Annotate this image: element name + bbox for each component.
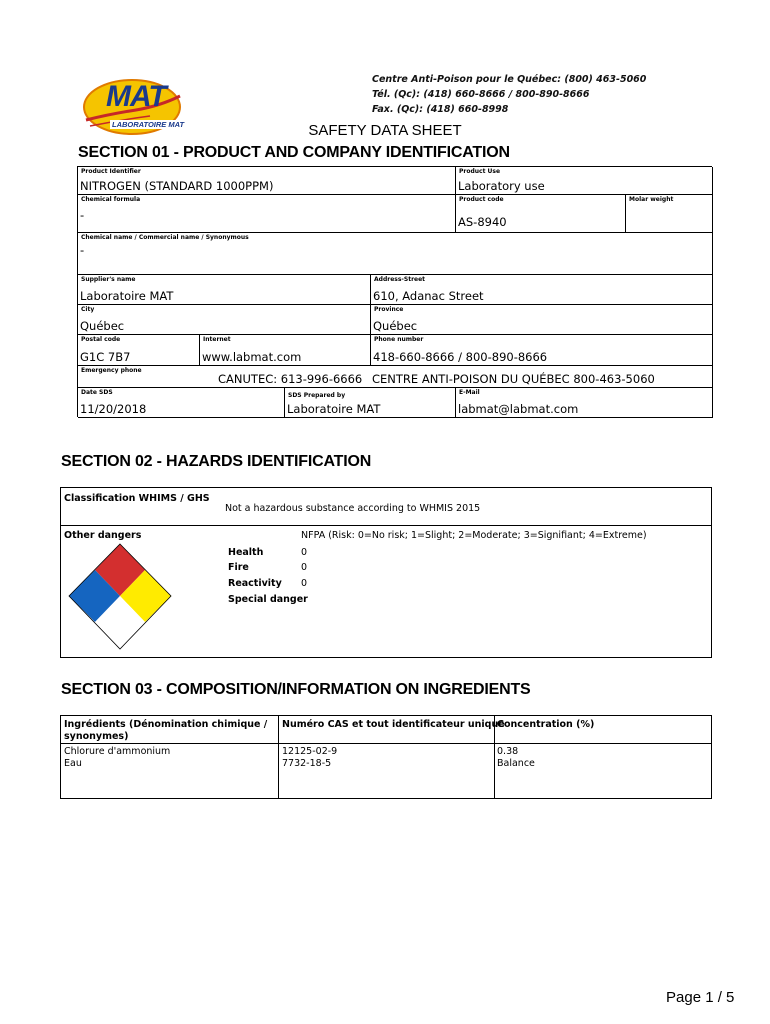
composition-table bbox=[60, 715, 712, 799]
other-dangers-label: Other dangers bbox=[64, 530, 142, 541]
reactivity-label: Reactivity bbox=[228, 578, 282, 589]
postal-value: G1C 7B7 bbox=[80, 350, 131, 364]
email-value[interactable]: labmat@labmat.com bbox=[458, 402, 579, 416]
ingredient-cas-2: 7732-18-5 bbox=[282, 758, 332, 769]
supplier-value: Laboratoire MAT bbox=[80, 289, 174, 303]
product-use-label: Product Use bbox=[459, 168, 501, 175]
health-label: Health bbox=[228, 547, 264, 558]
chemical-name-cell bbox=[78, 233, 713, 275]
fire-label: Fire bbox=[228, 562, 249, 573]
hazards-divider bbox=[61, 525, 712, 526]
chemical-name-label: Chemical name / Commercial name / Synonymous bbox=[81, 234, 249, 241]
health-value: 0 bbox=[301, 547, 308, 558]
chemical-formula-label: Chemical formula bbox=[81, 196, 141, 203]
supplier-cell bbox=[78, 275, 371, 305]
product-code-value: AS-8940 bbox=[458, 215, 507, 229]
classification-label: Classification WHIMS / GHS bbox=[64, 493, 210, 504]
section-03-title: SECTION 03 - COMPOSITION/INFORMATION ON INGREDIENTS bbox=[61, 681, 531, 698]
product-identifier-value: NITROGEN (STANDARD 1000PPM) bbox=[80, 179, 274, 193]
ingredient-cas-1: 12125-02-9 bbox=[282, 746, 338, 757]
contact-poison: Centre Anti-Poison pour le Québec: (800) 463-5060 bbox=[372, 74, 647, 85]
city-label: City bbox=[81, 306, 95, 313]
address-cell bbox=[371, 275, 713, 305]
product-code-label: Product code bbox=[459, 196, 504, 203]
emergency-label: Emergency phone bbox=[81, 367, 142, 374]
internet-label: Internet bbox=[203, 336, 231, 343]
supplier-label: Supplier's name bbox=[81, 276, 136, 283]
prepared-cell bbox=[285, 388, 456, 418]
chemical-formula-cell bbox=[78, 195, 456, 233]
reactivity-value: 0 bbox=[301, 578, 308, 589]
col-header-ingredients: Ingrédients (Dénomination chimique / synonymes) bbox=[64, 719, 268, 742]
ingredient-name-2: Eau bbox=[64, 758, 82, 769]
classification-value: Not a hazardous substance according to WHMIS 2015 bbox=[225, 503, 481, 514]
nfpa-diamond-icon bbox=[65, 541, 175, 655]
city-value: Québec bbox=[80, 319, 125, 333]
postal-label: Postal code bbox=[81, 336, 121, 343]
logo-text: MAT bbox=[106, 80, 166, 113]
section-02-title: SECTION 02 - HAZARDS IDENTIFICATION bbox=[61, 453, 372, 470]
special-danger-label: Special danger bbox=[228, 594, 308, 605]
logo-subtext: LABORATOIRE MAT bbox=[112, 120, 185, 129]
emergency-poison: CENTRE ANTI-POISON DU QUÉBEC 800-463-5060 bbox=[372, 372, 655, 386]
ingredient-conc-2: Balance bbox=[497, 758, 535, 769]
city-cell bbox=[78, 305, 371, 335]
internet-cell bbox=[200, 335, 371, 366]
phone-cell bbox=[371, 335, 713, 366]
hazards-table bbox=[60, 487, 712, 658]
molar-weight-label: Molar weight bbox=[629, 196, 674, 203]
address-label: Address-Street bbox=[374, 276, 426, 283]
product-use-cell bbox=[456, 167, 713, 195]
contact-fax: Fax. (Qc): (418) 660-8998 bbox=[372, 104, 509, 115]
nfpa-legend: NFPA (Risk: 0=No risk; 1=Slight; 2=Moderate; 3=Signifiant; 4=Extreme) bbox=[301, 530, 647, 541]
header-divider bbox=[61, 743, 711, 744]
page-number: Page 1 / 5 bbox=[666, 989, 735, 1006]
col-divider-1 bbox=[278, 716, 279, 798]
section-01-table bbox=[77, 166, 712, 417]
province-label: Province bbox=[374, 306, 404, 313]
date-cell bbox=[78, 388, 285, 418]
document-title: SAFETY DATA SHEET bbox=[308, 122, 462, 139]
contact-tel: Tél. (Qc): (418) 660-8666 / 800-890-8666 bbox=[372, 89, 590, 100]
prepared-label: SDS Prepared by bbox=[288, 392, 346, 399]
product-code-cell bbox=[456, 195, 626, 233]
province-cell bbox=[371, 305, 713, 335]
postal-cell bbox=[78, 335, 200, 366]
email-cell bbox=[456, 388, 713, 418]
chemical-formula-value: - bbox=[80, 208, 85, 222]
ingredient-name-1: Chlorure d'ammonium bbox=[64, 746, 171, 757]
product-identifier-label: Product Identifier bbox=[81, 168, 141, 175]
product-identifier-cell bbox=[78, 167, 456, 195]
phone-label: Phone number bbox=[374, 336, 424, 343]
date-value: 11/20/2018 bbox=[80, 402, 147, 416]
emergency-canutec: CANUTEC: 613-996-6666 bbox=[218, 372, 363, 386]
col-header-cas: Numéro CAS et tout identificateur unique bbox=[282, 719, 505, 730]
internet-value[interactable]: www.labmat.com bbox=[202, 350, 302, 364]
address-value: 610, Adanac Street bbox=[373, 289, 484, 303]
product-use-value: Laboratory use bbox=[458, 179, 545, 193]
phone-value: 418-660-8666 / 800-890-8666 bbox=[373, 350, 548, 364]
fire-value: 0 bbox=[301, 562, 308, 573]
prepared-value: Laboratoire MAT bbox=[287, 402, 381, 416]
emergency-cell bbox=[78, 366, 713, 388]
molar-weight-cell bbox=[626, 195, 713, 233]
ingredient-conc-1: 0.38 bbox=[497, 746, 519, 757]
section-01-title: SECTION 01 - PRODUCT AND COMPANY IDENTIFICATION bbox=[78, 144, 510, 161]
province-value: Québec bbox=[373, 319, 418, 333]
col-header-concentration: Concentration (%) bbox=[497, 719, 595, 730]
email-label: E-Mail bbox=[459, 389, 480, 396]
date-label: Date SDS bbox=[81, 389, 113, 396]
chemical-name-value: - bbox=[80, 243, 85, 257]
